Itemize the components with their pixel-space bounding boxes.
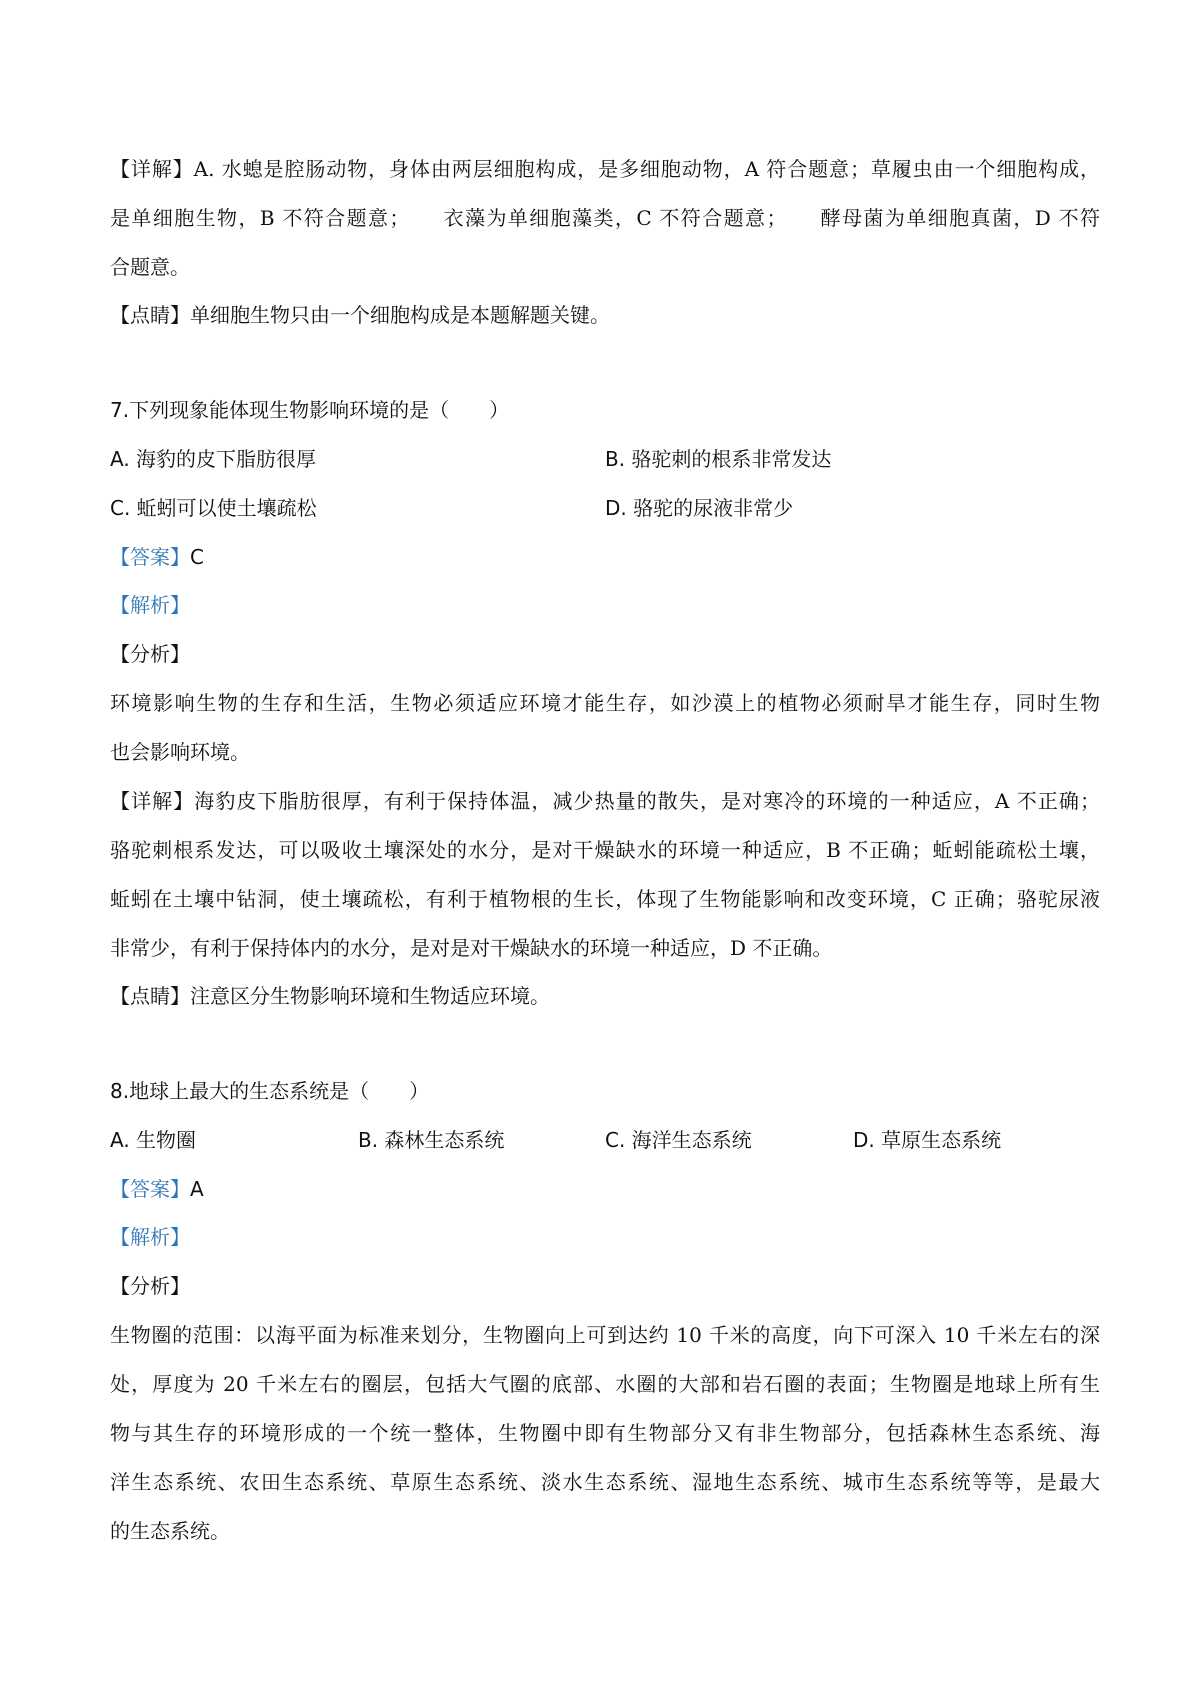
q6-detail-line-1: 【详解】A. 水螅是腔肠动物，身体由两层细胞构成，是多细胞动物，A 符合题意；草履虫由一个细胞构成， bbox=[110, 157, 1100, 181]
q6-tip: 【点睛】单细胞生物只由一个细胞构成是本题解题关键。 bbox=[110, 303, 610, 327]
q8-fenxi-line-2: 处，厚度为 20 千米左右的圈层，包括大气圈的底部、水圈的大部和岩石圈的表面；生物圈是地球上所有生 bbox=[110, 1372, 1100, 1396]
q8-fenxi-line-3: 物与其生存的环境形成的一个统一整体，生物圈中即有生物部分又有非生物部分，包括森林生态系统、海 bbox=[110, 1421, 1100, 1445]
q7-option-d: D. 骆驼的尿液非常少 bbox=[605, 496, 794, 520]
q8-option-b: B. 森林生态系统 bbox=[358, 1128, 505, 1152]
q8-fenxi-line-5: 的生态系统。 bbox=[110, 1519, 230, 1543]
q7-detail-line-3: 蚯蚓在土壤中钻洞，使土壤疏松，有利于植物根的生长，体现了生物能影响和改变环境，C 正确；骆驼尿液 bbox=[110, 887, 1100, 911]
q6-detail-line-3: 合题意。 bbox=[110, 255, 190, 279]
q7-analysis-tag: 【解析】 bbox=[110, 593, 190, 617]
q7-fenxi-heading: 【分析】 bbox=[110, 642, 190, 666]
q7-detail-line-1: 【详解】海豹皮下脂肪很厚，有利于保持体温，减少热量的散失，是对寒冷的环境的一种适应，A 不正确； bbox=[110, 789, 1100, 813]
q7-answer bbox=[110, 543, 1100, 571]
q7-detail-line-4: 非常少，有利于保持体内的水分，是对是对干燥缺水的环境一种适应，D 不正确。 bbox=[110, 936, 833, 960]
q8-fenxi-line-1: 生物圈的范围：以海平面为标准来划分，生物圈向上可到达约 10 千米的高度，向下可深入 10 千米左右的深 bbox=[110, 1323, 1100, 1347]
q7-answer-tag: 【答案】 bbox=[110, 545, 190, 569]
q8-analysis-tag: 【解析】 bbox=[110, 1225, 190, 1249]
q8-option-d: D. 草原生态系统 bbox=[853, 1128, 1002, 1152]
q7-tip: 【点睛】注意区分生物影响环境和生物适应环境。 bbox=[110, 984, 550, 1008]
q8-question: 8.地球上最大的生态系统是（ ） bbox=[110, 1079, 430, 1103]
q6-detail-line-2: 是单细胞生物，B 不符合题意； 衣藻为单细胞藻类，C 不符合题意； 酵母菌为单细胞真菌，D 不符 bbox=[110, 206, 1100, 230]
q7-answer-value: C bbox=[190, 545, 204, 569]
q8-fenxi-heading: 【分析】 bbox=[110, 1274, 190, 1298]
q7-option-c: C. 蚯蚓可以使土壤疏松 bbox=[110, 496, 317, 520]
q8-option-c: C. 海洋生态系统 bbox=[605, 1128, 752, 1152]
q7-detail-line-2: 骆驼刺根系发达，可以吸收土壤深处的水分，是对干燥缺水的环境一种适应，B 不正确；蚯蚓能疏松土壤， bbox=[110, 838, 1100, 862]
q8-answer-tag: 【答案】 bbox=[110, 1177, 190, 1201]
q7-question: 7.下列现象能体现生物影响环境的是（ ） bbox=[110, 398, 510, 422]
q8-fenxi-line-4: 洋生态系统、农田生态系统、草原生态系统、淡水生态系统、湿地生态系统、城市生态系统等等，是最大 bbox=[110, 1470, 1100, 1494]
q7-fenxi-line-1: 环境影响生物的生存和生活，生物必须适应环境才能生存，如沙漠上的植物必须耐旱才能生存，同时生物 bbox=[110, 691, 1100, 715]
q7-option-a: A. 海豹的皮下脂肪很厚 bbox=[110, 447, 317, 471]
q8-answer-value: A bbox=[190, 1177, 204, 1201]
q7-fenxi-line-2: 也会影响环境。 bbox=[110, 740, 250, 764]
q8-option-a: A. 生物圈 bbox=[110, 1128, 197, 1152]
q7-option-b: B. 骆驼刺的根系非常发达 bbox=[605, 447, 832, 471]
q8-answer bbox=[110, 1175, 1100, 1203]
